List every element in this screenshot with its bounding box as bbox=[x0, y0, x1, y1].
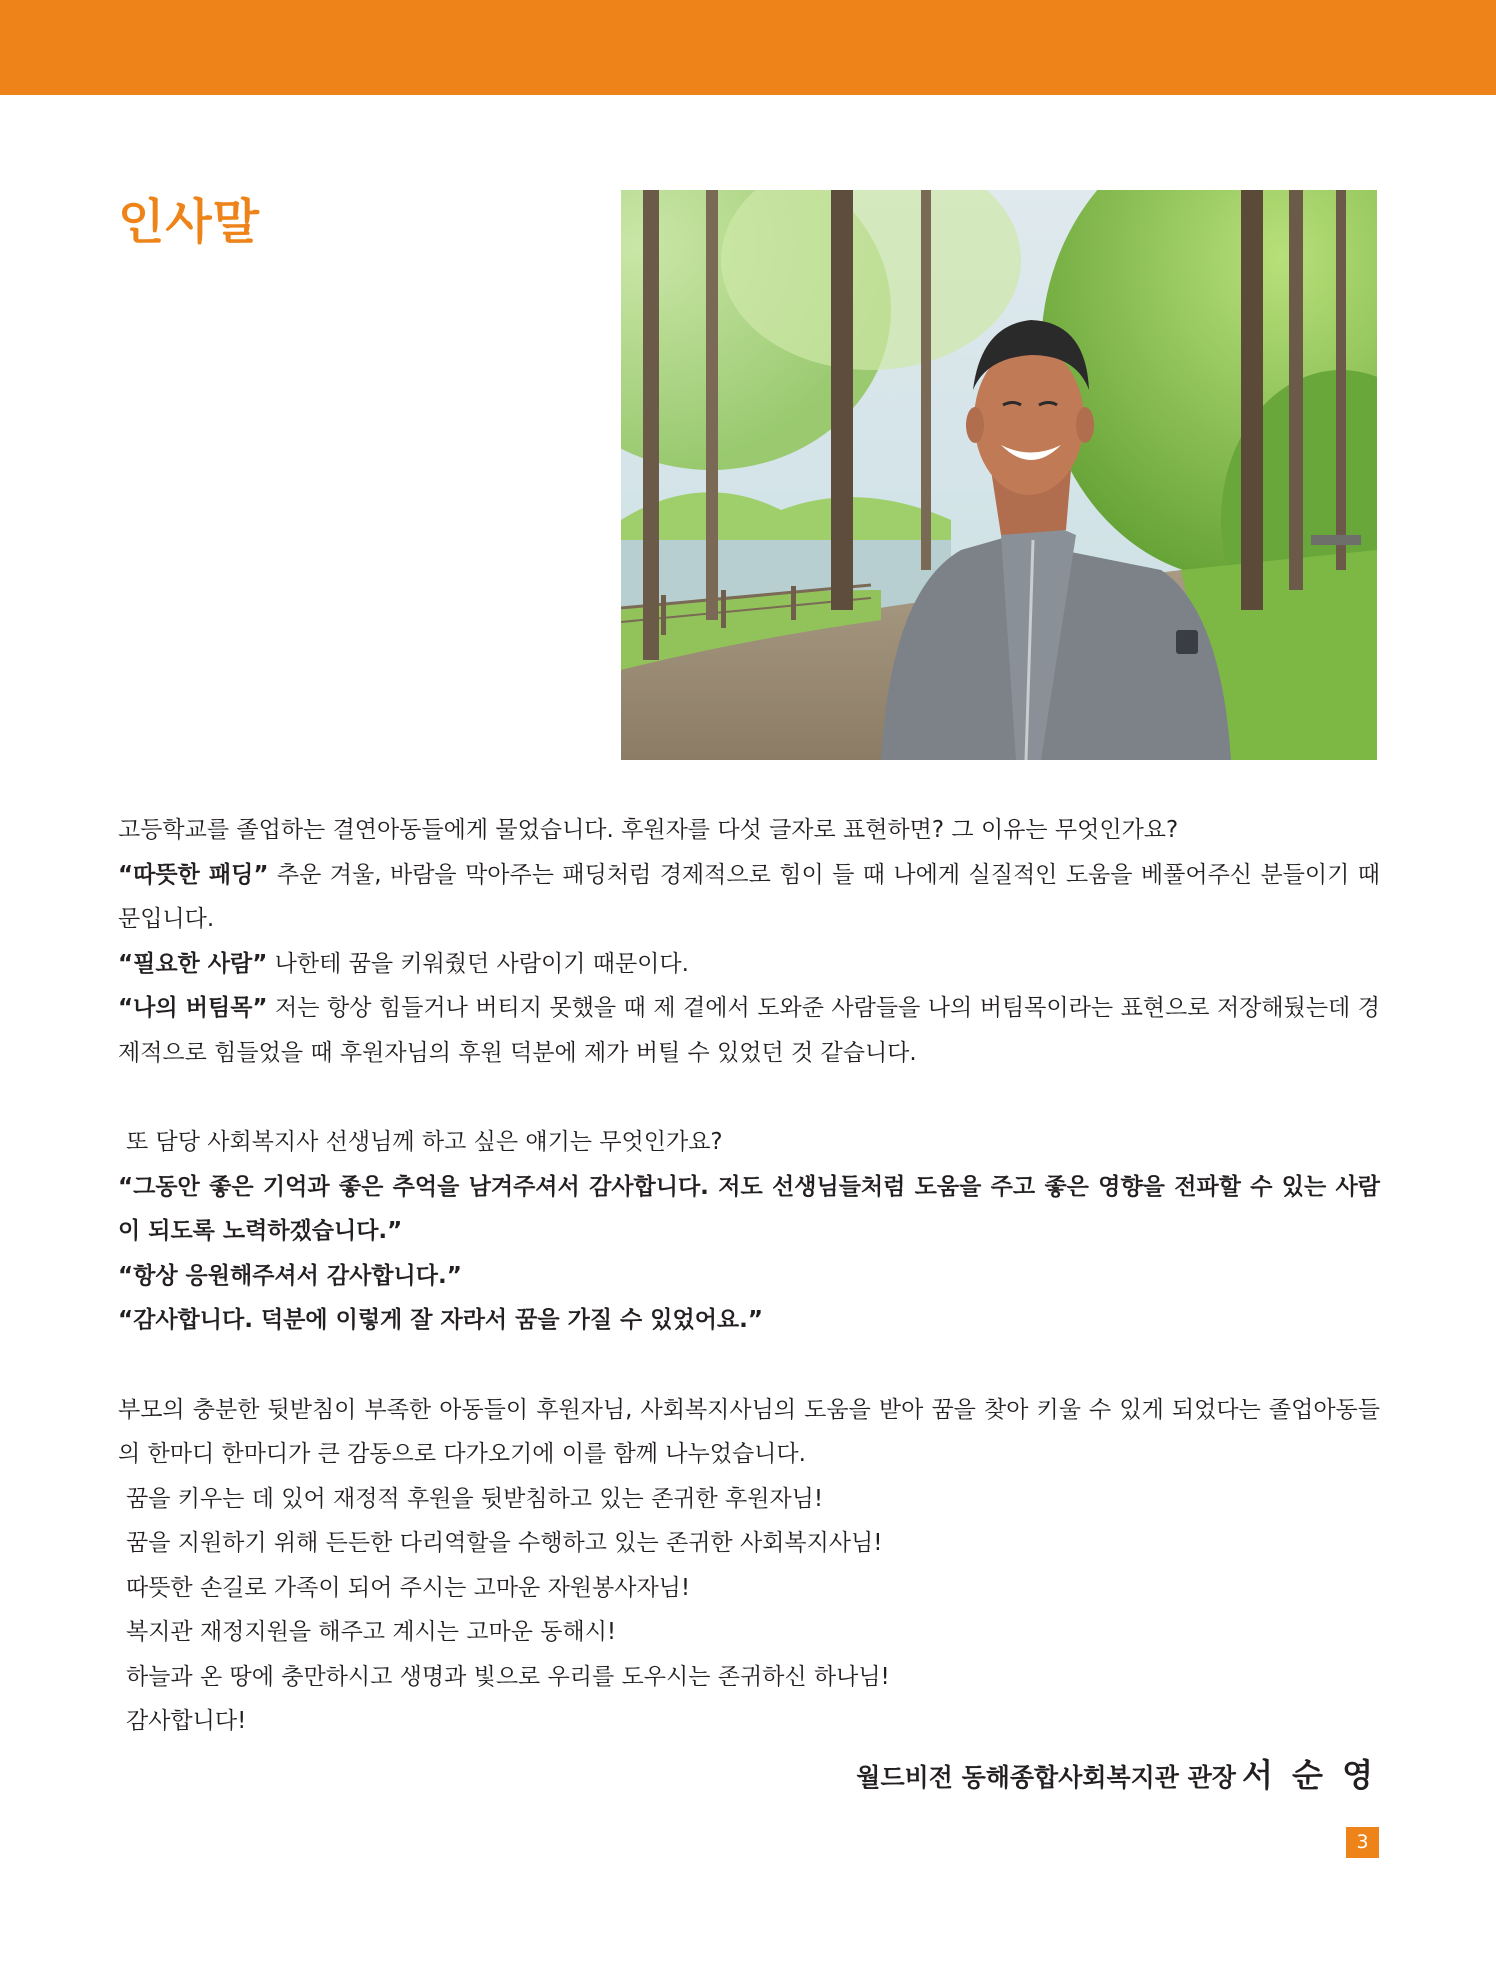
answer-quote: “따뜻한 패딩” bbox=[118, 861, 269, 888]
answer-needed-person bbox=[118, 942, 1380, 987]
second-question: 또 담당 사회복지사 선생님께 하고 싶은 얘기는 무엇인가요? bbox=[126, 1129, 723, 1155]
answer-my-support bbox=[118, 986, 1380, 1075]
letter-body bbox=[118, 808, 1380, 1744]
thanks-line: 감사합니다! bbox=[126, 1708, 247, 1734]
signature bbox=[856, 1750, 1377, 1796]
thanks-line: 꿈을 키우는 데 있어 재정적 후원을 뒷받침하고 있는 존귀한 후원자님! bbox=[126, 1485, 824, 1512]
answer-quote: “나의 버팀목” bbox=[118, 995, 268, 1021]
closing-paragraph: 부모의 충분한 뒷받침이 부족한 아동들이 후원자님, 사회복지사님의 도움을 받아 꿈을 찾아 키울 수 있게 되었다는 졸업아동들의 한마디 한마디가 큰 감동으로 다가오기에 이를 함께 나누었습니다. bbox=[118, 1396, 1380, 1467]
paragraph-gap bbox=[118, 1343, 1380, 1388]
signature-name: 서 순 영 bbox=[1241, 1756, 1377, 1794]
signature-org-title: 월드비전 동해종합사회복지관 관장 bbox=[856, 1763, 1236, 1792]
thanks-line: 하늘과 온 땅에 충만하시고 생명과 빛으로 우리를 도우시는 존귀하신 하나님! bbox=[126, 1663, 890, 1690]
reply-quote-3: “감사합니다. 덕분에 이렇게 잘 자라서 꿈을 가질 수 있었어요.” bbox=[118, 1307, 763, 1333]
answer-quote: “필요한 사람” bbox=[118, 950, 268, 977]
director-photo bbox=[621, 190, 1377, 760]
page-title: 인사말 bbox=[118, 194, 261, 250]
page-number: 3 bbox=[1346, 1827, 1379, 1858]
thanks-line: 꿈을 지원하기 위해 든든한 다리역할을 수행하고 있는 존귀한 사회복지사님! bbox=[126, 1530, 883, 1556]
reply-quote-1: “그동안 좋은 기억과 좋은 추억을 남겨주셔서 감사합니다. 저도 선생님들처럼 도움을 주고 좋은 영향을 전파할 수 있는 사람이 되도록 노력하겠습니다.” bbox=[118, 1173, 1380, 1244]
paragraph-gap bbox=[118, 1075, 1380, 1120]
top-accent-bar bbox=[0, 0, 1496, 95]
answer-text: 저는 항상 힘들거나 버티지 못했을 때 제 곁에서 도와준 사람들을 나의 버팀목이라는 표현으로 저장해뒀는데 경제적으로 힘들었을 때 후원자님의 후원 덕분에 제가 버틸 수 있었던 것 같습니다. bbox=[118, 995, 1380, 1066]
thanks-line: 복지관 재정지원을 해주고 계시는 고마운 동해시! bbox=[126, 1619, 617, 1645]
thanks-line: 따뜻한 손길로 가족이 되어 주시는 고마운 자원봉사자님! bbox=[126, 1574, 691, 1601]
answer-text: 추운 겨울, 바람을 막아주는 패딩처럼 경제적으로 힘이 들 때 나에게 실질적인 도움을 베풀어주신 분들이기 때문입니다. bbox=[118, 861, 1380, 932]
reply-quote-2: “항상 응원해주셔서 감사합니다.” bbox=[118, 1262, 462, 1289]
answer-warm-padding bbox=[118, 853, 1380, 942]
answer-text: 나한테 꿈을 키워줬던 사람이기 때문이다. bbox=[267, 950, 689, 977]
intro-question: 고등학교를 졸업하는 결연아동들에게 물었습니다. 후원자를 다섯 글자로 표현하면? 그 이유는 무엇인가요? bbox=[118, 817, 1179, 843]
